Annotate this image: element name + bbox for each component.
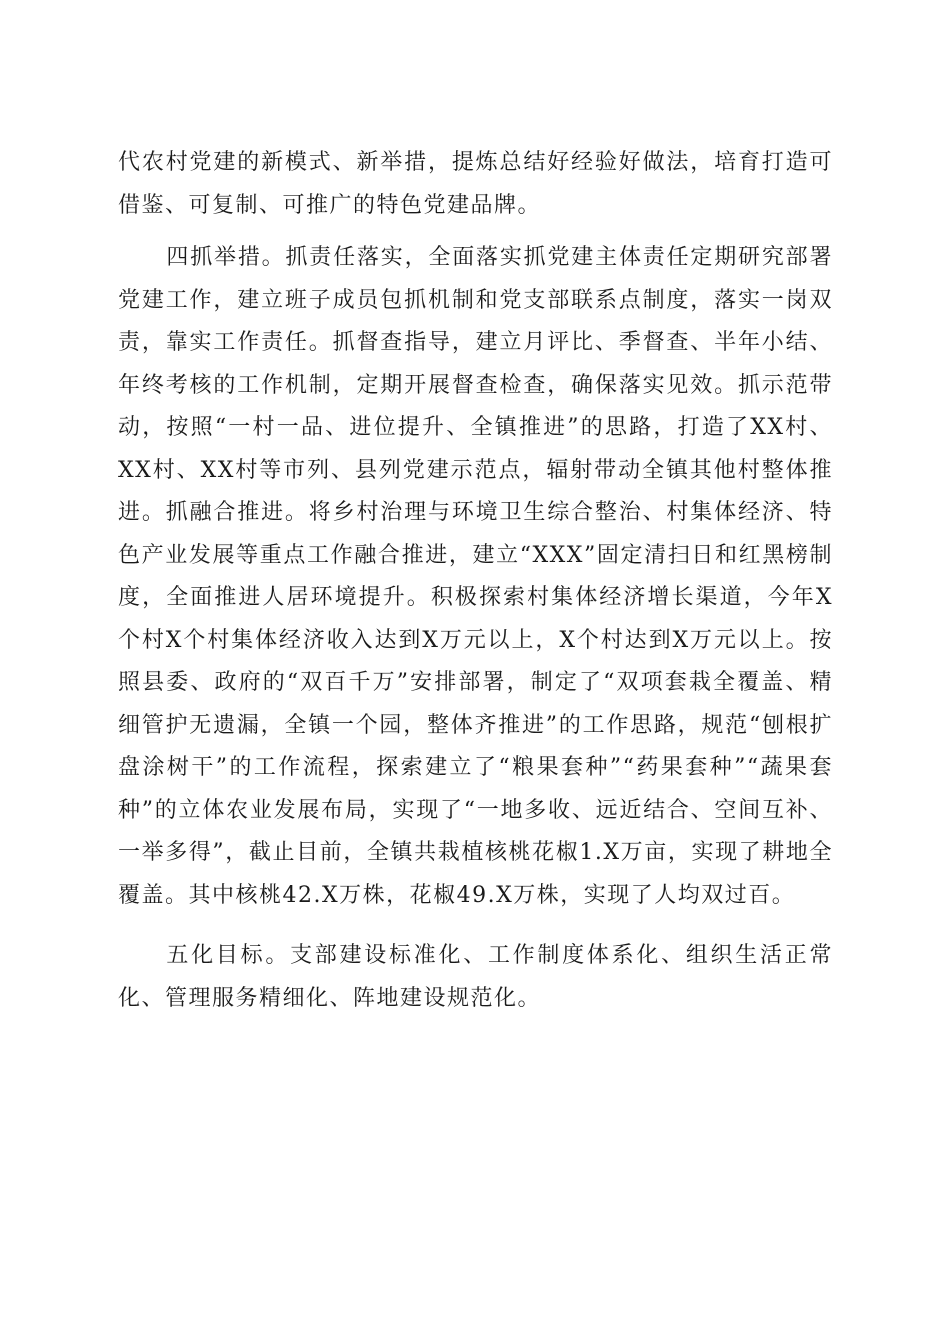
- paragraph-five-goals: 五化目标。支部建设标准化、工作制度体系化、组织生活正常化、管理服务精细化、阵地建设规范化。: [118, 943, 833, 1011]
- paragraph-four-measures: 四抓举措。抓责任落实，全面落实抓党建主体责任定期研究部署党建工作，建立班子成员包抓机制和党支部联系点制度，落实一岗双责，靠实工作责任。抓督查指导，建立月评比、季督查、半年小结、年终考核的工作机制，定期开展督查检查，确保落实见效。抓示范带动，按照“一村一品、进位提升、全镇推进”的思路，打造了XX村、XX村、XX村等市列、县列党建示范点，辐射带动全镇其他村整体推进。抓融合推进。将乡村治理与环境卫生综合整治、村集体经济、特色产业发展等重点工作融合推进，建立“XXX”固定清扫日和红黑榜制度，全面推进人居环境提升。积极探索村集体经济增长渠道，今年X个村X个村集体经济收入达到X万元以上，X个村达到X万元以上。按照县委、政府的“双百千万”安排部署，制定了“双项套栽全覆盖、精细管护无遗漏，全镇一个园，整体齐推进”的工作思路，规范“刨根扩盘涂树干”的工作流程，探索建立了“粮果套种”“药果套种”“蔬果套种”的立体农业发展布局，实现了“一地多收、远近结合、空间互补、一举多得”，截止目前，全镇共栽植核桃花椒1.X万亩，实现了耕地全覆盖。其中核桃42.X万株，花椒49.X万株，实现了人均双过百。: [118, 245, 833, 908]
- document-body: [118, 142, 833, 1020]
- paragraph-continuation: 代农村党建的新模式、新举措，提炼总结好经验好做法，培育打造可借鉴、可复制、可推广的特色党建品牌。: [118, 150, 833, 218]
